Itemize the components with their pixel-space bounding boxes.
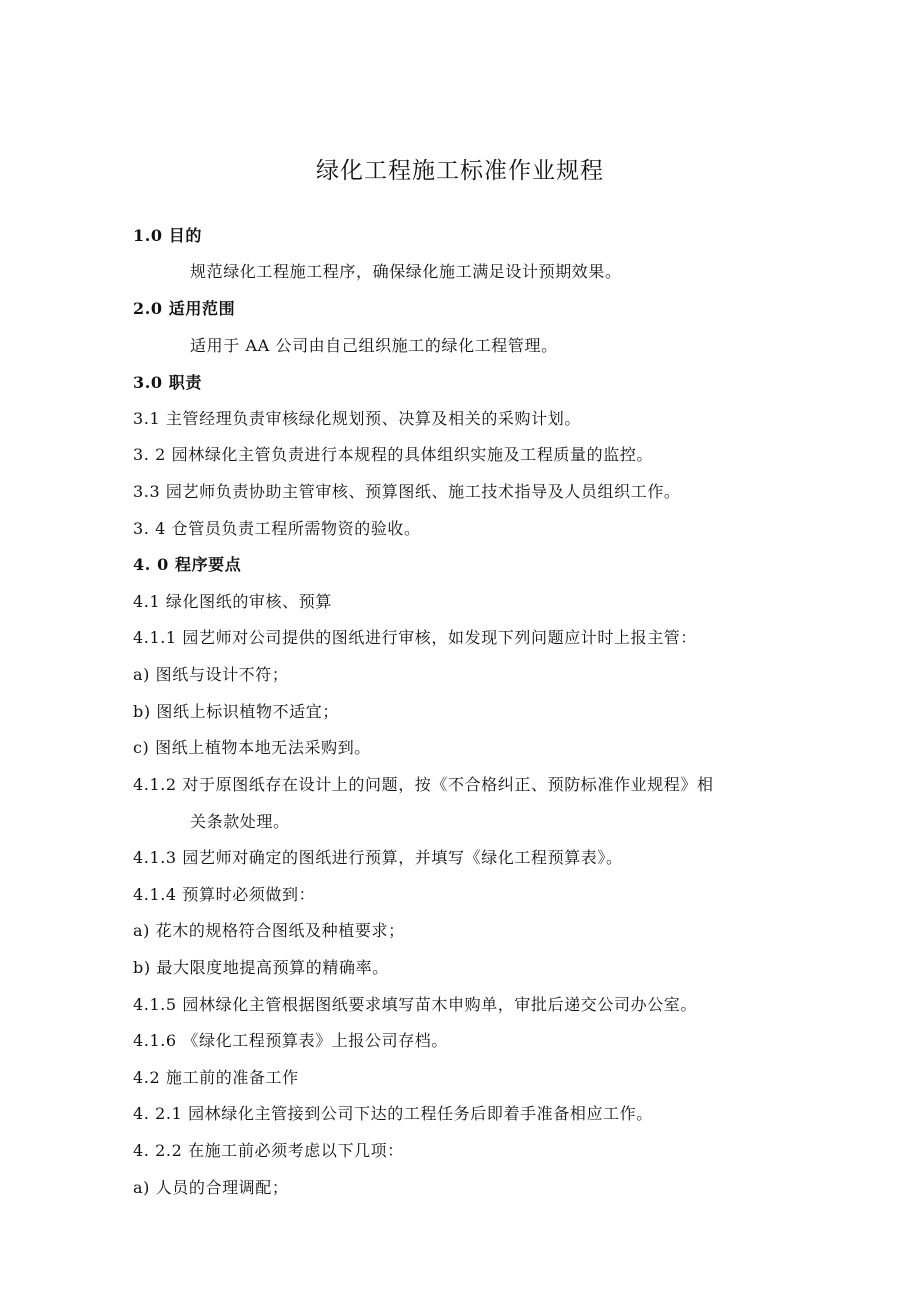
item-4-1-2-continued: 关条款处理。	[190, 812, 290, 831]
item-4-1-5: 4.1.5 园林绿化主管根据图纸要求填写苗木申购单，审批后递交公司办公室。	[133, 995, 697, 1014]
item-4-1-3: 4.1.3 园艺师对确定的图纸进行预算，并填写《绿化工程预算表》。	[133, 848, 623, 867]
paragraph-purpose: 规范绿化工程施工程序，确保绿化施工满足设计预期效果。	[190, 262, 622, 281]
item-4-2-1: 4. 2.1 园林绿化主管接到公司下达的工程任务后即着手准备相应工作。	[133, 1104, 653, 1123]
section-heading-scope: 2.0 适用范围	[133, 299, 236, 318]
subsection-4-1: 4.1 绿化图纸的审核、预算	[133, 592, 332, 611]
duty-3-3: 3.3 园艺师负责协助主管审核、预算图纸、施工技术指导及人员组织工作。	[133, 482, 681, 501]
document-title: 绿化工程施工标准作业规程	[316, 158, 604, 184]
section-heading-duties: 3.0 职责	[133, 373, 203, 392]
duty-3-2: 3. 2 园林绿化主管负责进行本规程的具体组织实施及工程质量的监控。	[133, 445, 654, 464]
item-4-1-2: 4.1.2 对于原图纸存在设计上的问题，按《不合格纠正、预防标准作业规程》相	[133, 775, 714, 794]
duty-3-4: 3. 4 仓管员负责工程所需物资的验收。	[133, 519, 421, 538]
item-4-1-4: 4.1.4 预算时必须做到：	[133, 885, 316, 904]
item-4-2-2: 4. 2.2 在施工前必须考虑以下几项：	[133, 1141, 404, 1160]
item-4-1-6: 4.1.6 《绿化工程预算表》上报公司存档。	[133, 1031, 448, 1050]
list-item-a: a) 图纸与设计不符；	[133, 665, 289, 684]
list-item-c: c) 图纸上植物本地无法采购到。	[133, 738, 371, 757]
list-item-b: b) 图纸上标识植物不适宜；	[133, 702, 339, 721]
paragraph-scope: 适用于 AA 公司由自己组织施工的绿化工程管理。	[190, 336, 558, 355]
item-4-1-1: 4.1.1 园艺师对公司提供的图纸进行审核，如发现下列问题应计时上报主管：	[133, 628, 697, 647]
list-item-a: a) 人员的合理调配；	[133, 1178, 289, 1197]
section-heading-purpose: 1.0 目的	[133, 226, 203, 245]
list-item-b: b) 最大限度地提高预算的精确率。	[133, 958, 389, 977]
list-item-a: a) 花木的规格符合图纸及种植要求；	[133, 921, 405, 940]
duty-3-1: 3.1 主管经理负责审核绿化规划预、决算及相关的采购计划。	[133, 409, 581, 428]
subsection-4-2: 4.2 施工前的准备工作	[133, 1068, 299, 1087]
section-heading-procedure: 4. 0 程序要点	[133, 555, 242, 574]
